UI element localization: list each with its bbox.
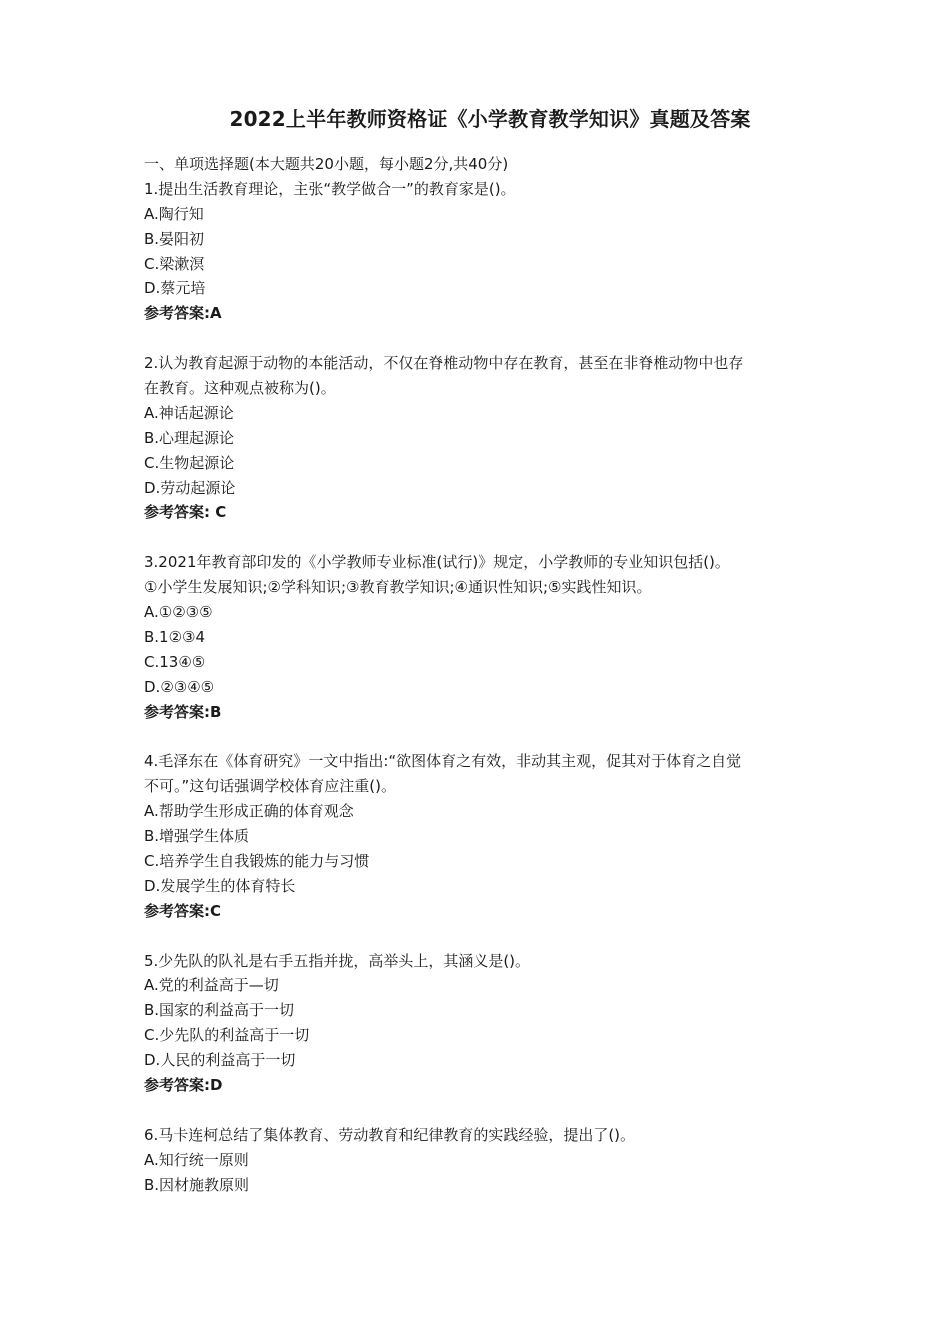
option-a: A.帮助学生形成正确的体育观念 <box>144 802 354 821</box>
question-1 <box>144 177 824 326</box>
reference-answer: 参考答案:A <box>144 304 222 323</box>
option-a: A.党的利益高于—切 <box>144 976 279 995</box>
reference-answer: 参考答案:B <box>144 702 222 721</box>
option-b: B.国家的利益高于一切 <box>144 1001 295 1020</box>
question-stem-continued: ①小学生发展知识;②学科知识;③教育教学知识;④通识性知识;⑤实践性知识。 <box>144 578 652 597</box>
question-3 <box>144 550 824 724</box>
reference-answer: 参考答案:D <box>144 1075 223 1094</box>
question-stem: 3.2021年教育部印发的《小学教师专业标准(试行)》规定，小学教师的专业知识包括()。 <box>144 553 730 572</box>
question-5 <box>144 949 824 1098</box>
question-2 <box>144 351 824 525</box>
option-b: B.心理起源论 <box>144 428 235 447</box>
option-d: D.人民的利益高于一切 <box>144 1051 296 1070</box>
document-title: 2022上半年教师资格证《小学教育教学知识》真题及答案 <box>229 107 751 131</box>
question-stem: 1.提出生活教育理论，主张“教学做合一”的教育家是()。 <box>144 179 516 198</box>
option-a: A.知行统一原则 <box>144 1150 249 1169</box>
question-stem: 5.少先队的队礼是右手五指并拢，高举头上，其涵义是()。 <box>144 951 531 970</box>
section-header: 一、单项选择题(本大题共20小题，每小题2分,共40分) <box>144 155 509 173</box>
question-4 <box>144 749 824 923</box>
spacer <box>144 724 824 749</box>
spacer <box>144 1098 824 1123</box>
question-stem: 4.毛泽东在《体育研究》一文中指出:“欲图体育之有效，非动其主观，促其对于体育之自觉 <box>144 752 742 771</box>
document-page <box>144 104 824 1197</box>
option-c: C.13④⑤ <box>144 652 206 671</box>
option-d: D.发展学生的体育特长 <box>144 876 296 895</box>
option-c: C.培养学生自我锻炼的能力与习惯 <box>144 851 370 870</box>
option-b: B.1②③4 <box>144 627 206 646</box>
question-stem-continued: 不可。”这句话强调学校体育应注重()。 <box>144 777 396 796</box>
option-b: B.增强学生体质 <box>144 827 250 846</box>
question-stem-continued: 在教育。这种观点被称为()。 <box>144 379 336 398</box>
option-c: C.梁漱溟 <box>144 254 205 273</box>
question-6 <box>144 1123 824 1198</box>
option-d: D.②③④⑤ <box>144 677 215 696</box>
option-d: D.劳动起源论 <box>144 478 236 497</box>
option-d: D.蔡元培 <box>144 279 206 298</box>
question-stem: 2.认为教育起源于动物的本能活动，不仅在脊椎动物中存在教育，甚至在非脊椎动物中也存 <box>144 354 744 373</box>
question-stem: 6.马卡连柯总结了集体教育、劳动教育和纪律教育的实践经验，提出了()。 <box>144 1125 636 1144</box>
option-b: B.晏阳初 <box>144 229 205 248</box>
reference-answer: 参考答案:C <box>144 901 222 920</box>
option-c: C.生物起源论 <box>144 453 235 472</box>
option-a: A.神话起源论 <box>144 403 234 422</box>
spacer <box>144 924 824 949</box>
reference-answer: 参考答案: C <box>144 503 227 522</box>
option-a: A.①②③⑤ <box>144 603 213 622</box>
spacer <box>144 525 824 550</box>
spacer <box>144 326 824 351</box>
option-c: C.少先队的利益高于一切 <box>144 1026 310 1045</box>
option-a: A.陶行知 <box>144 204 204 223</box>
option-b: B.因材施教原则 <box>144 1175 250 1194</box>
